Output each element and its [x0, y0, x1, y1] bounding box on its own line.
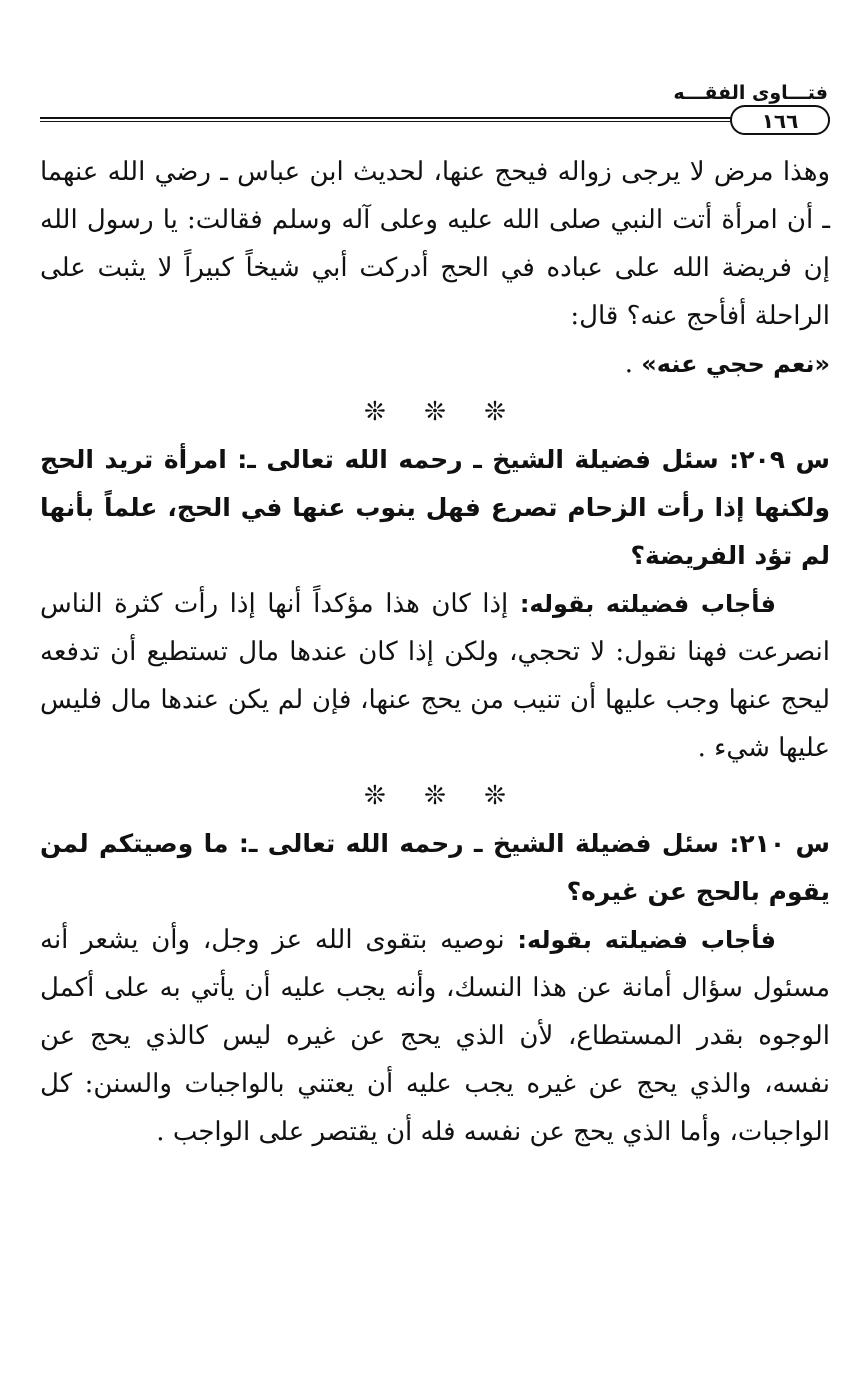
answer-210-text: نوصيه بتقوى الله عز وجل، وأن يشعر أنه مسئول سؤال أمانة عن هذا النسك، وأنه يجب عليه أن يأتي به على أكمل الوجوه بقدر المستطاع، لأن الذي يحج عن غيره ليس كالذي يحج عن نفسه، والذي يحج عن غيره يجب عليه أن يعتني بالواجبات والسنن: كل الواجبات، وأما الذي يحج عن نفسه فله أن يقتصر على الواجب .	[40, 925, 830, 1147]
hadith-quote: «نعم حجي عنه»	[641, 350, 830, 378]
answer-209	[40, 580, 830, 772]
answer-210-lead: فأجاب فضيلته بقوله:	[517, 926, 776, 954]
answer-209-text: إذا كان هذا مؤكداً أنها إذا رأت كثرة الناس انصرعت فهنا نقول: لا تحجي، ولكن إذا كان عندها مال تستطيع أن تدفعه ليحج عنها وجب عليها أن تنيب من يحج عنها، فإن لم يكن عندها مال فليس عليها شيء .	[40, 589, 830, 763]
page-number: ١٦٦	[730, 105, 830, 135]
separator-stars: ❊ ❊ ❊	[364, 781, 506, 811]
question-209: س ٢٠٩: سئل فضيلة الشيخ ـ رحمه الله تعالى ـ: امرأة تريد الحج ولكنها إذا رأت الزحام تصرع فهل ينوب عنها في الحج، علماً بأنها لم تؤد الفريضة؟	[40, 445, 831, 570]
passage-1	[40, 148, 830, 388]
passage-1-text: وهذا مرض لا يرجى زواله فيحج عنها، لحديث ابن عباس ـ رضي الله عنهما ـ أن امرأة أتت النبي صلى الله عليه وعلى آله وسلم فقالت: يا رسول الله إن فريضة الله على عباده في الحج أدركت أبي شيخاً كبيراً لا يثبت على الراحلة أفأحج عنه؟ قال:	[40, 157, 830, 331]
separator-stars: ❊ ❊ ❊	[364, 397, 506, 427]
question-210: س ٢١٠: سئل فضيلة الشيخ ـ رحمه الله تعالى ـ: ما وصيتكم لمن يقوم بالحج عن غيره؟	[40, 829, 831, 906]
answer-209-lead: فأجاب فضيلته بقوله:	[519, 590, 776, 618]
running-title: فتـــاوى الفقـــه	[673, 82, 828, 104]
passage-1-end: .	[624, 349, 642, 379]
answer-210	[40, 916, 830, 1156]
header-rule	[40, 117, 830, 122]
body-text	[40, 148, 830, 1156]
